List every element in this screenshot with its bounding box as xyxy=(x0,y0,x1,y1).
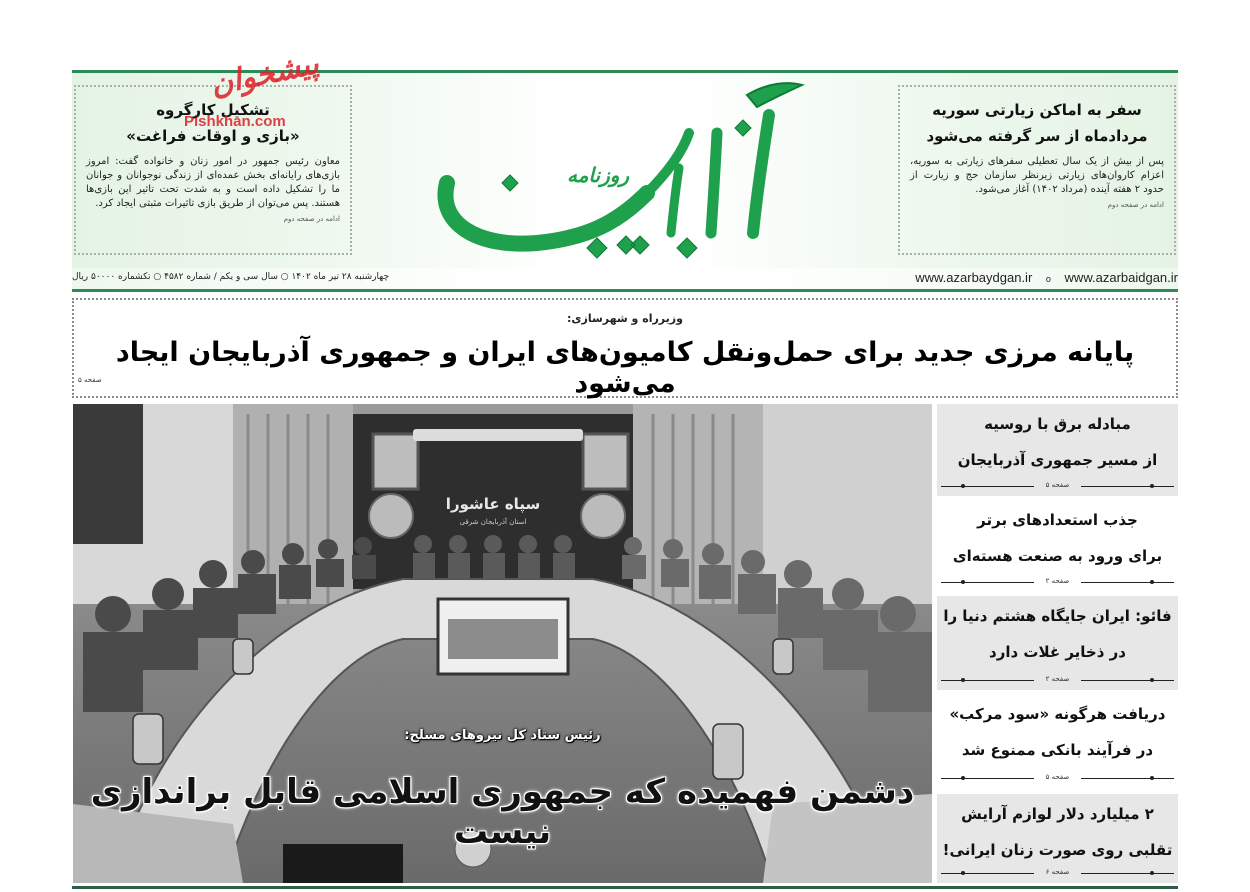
ornament-divider-icon xyxy=(941,774,1174,782)
sidebar-item-title: در فرآیند بانکی ممنوع شد xyxy=(961,741,1154,759)
ornament-divider-icon xyxy=(941,869,1174,877)
teaser-right-body: پس از بیش از یک سال تعطیلی سفرهای زیارتی به سوریه، اعزام کاروان‌های زیارتی زیرنظر سازمان حج و زیارت از حدود ۲ هفته آینده (مرداد ۱۴۰۲) آغاز می‌شود. xyxy=(910,156,1164,195)
photo-headline: دشمن فهمیده که جمهوری اسلامی قابل براندازی نیست xyxy=(90,772,915,852)
sidebar-item-4[interactable] xyxy=(937,694,1178,788)
lead-headline: پایانه مرزی جدید برای حمل‌ونقل کامیون‌های ایران و جمهوری آذربایجان ایجاد می‌شود xyxy=(115,337,1135,399)
teaser-left-body: معاون رئیس جمهور در امور زنان و خانواده گفت: امروز بازی‌های رایانه‌ای بخش عمده‌ای از زندگی نوجوانان و جوانان ما را تشکیل داده است و به شدت تحت تاثیر این بازی‌ها هستند. پس می‌توان از طریق بازی تاثیرات مثبتی ایجاد کرد. xyxy=(86,156,340,209)
sidebar-item-title: در ذخایر غلات دارد xyxy=(989,643,1126,661)
teaser-right-title-2: مردادماه از سر گرفته می‌شود xyxy=(926,127,1148,145)
sidebar-item-title: فائو: ایران جایگاه هشتم دنیا را xyxy=(943,607,1172,625)
teaser-right-continued: ادامه در صفحه دوم xyxy=(1107,201,1164,209)
sidebar-item-title: تقلبی روی صورت زنان ایرانی! xyxy=(942,841,1173,859)
teaser-left-title-1: تشکیل کارگروه xyxy=(156,101,270,119)
logo-subtitle: روزنامه xyxy=(567,163,630,187)
sidebar-item-title: از مسیر جمهوری آذربایجان xyxy=(957,451,1158,469)
bottom-rule-divider xyxy=(72,886,1178,889)
sidebar-news-list xyxy=(937,404,1178,883)
url-separator: o xyxy=(1045,274,1051,284)
sidebar-page-ref: صفحه ۵ xyxy=(1045,481,1070,489)
sidebar-item-5[interactable] xyxy=(937,794,1178,883)
sidebar-item-title: دریافت هرگونه «سود مرکب» xyxy=(949,705,1166,723)
ornament-divider-icon xyxy=(941,482,1174,490)
issue-date-info: چهارشنبه ۲۸ تیر ماه ۱۴۰۲ ○ سال سی و یکم / شماره ۴۵۸۲ ○ تکشماره ۵۰۰۰۰ ریال xyxy=(72,272,390,282)
teaser-left-continued: ادامه در صفحه دوم xyxy=(283,215,340,223)
ornament-divider-icon xyxy=(941,578,1174,586)
website-urls xyxy=(915,270,1178,285)
main-photo[interactable] xyxy=(73,404,932,883)
sidebar-item-1[interactable] xyxy=(937,404,1178,496)
sidebar-item-title: برای ورود به صنعت هسته‌ای xyxy=(952,547,1163,565)
sidebar-item-title: ۲ میلیارد دلار لوازم آرایش xyxy=(961,805,1154,823)
sidebar-item-3[interactable] xyxy=(937,596,1178,690)
teaser-right-title-1: سفر به اماکن زیارتی سوریه xyxy=(932,101,1142,119)
dateline-bar xyxy=(72,268,1178,292)
teaser-box-right[interactable] xyxy=(898,85,1176,255)
sidebar-item-title: جذب استعدادهای برتر xyxy=(977,511,1138,529)
ornament-divider-icon xyxy=(941,676,1174,684)
lead-kicker: وزیرراه و شهرسازی: xyxy=(567,312,683,325)
sidebar-page-ref: صفحه ۲ xyxy=(1045,577,1070,585)
lead-page-ref: صفحه ۵ xyxy=(78,376,102,384)
masthead xyxy=(72,46,1178,268)
teaser-left-title-2: «بازی و اوقات فراغت» xyxy=(126,127,300,145)
sidebar-page-ref: صفحه ۶ xyxy=(1045,868,1070,876)
sidebar-item-2[interactable] xyxy=(937,500,1178,592)
sidebar-page-ref: صفحه ۵ xyxy=(1045,773,1070,781)
watermark-fa-text: پیشخوان xyxy=(207,46,322,103)
svg-text:سپاه عاشورا: سپاه عاشورا xyxy=(445,495,541,513)
website-link-1[interactable]: www.azarbaydgan.ir xyxy=(915,270,1033,285)
watermark-en-text: Pishkhan.com xyxy=(184,113,286,130)
teaser-box-left[interactable] xyxy=(74,85,352,255)
svg-text:استان آذربایجان شرقی: استان آذربایجان شرقی xyxy=(459,518,527,526)
sidebar-item-title: مبادله برق با روسیه xyxy=(984,415,1131,433)
sidebar-page-ref: صفحه ۲ xyxy=(1045,675,1070,683)
photo-kicker: رئیس ستاد کل نیروهای مسلح: xyxy=(404,728,601,743)
website-link-2[interactable]: www.azarbaidgan.ir xyxy=(1064,270,1178,285)
newspaper-logo xyxy=(417,73,837,271)
lead-headline-block[interactable] xyxy=(72,298,1178,398)
